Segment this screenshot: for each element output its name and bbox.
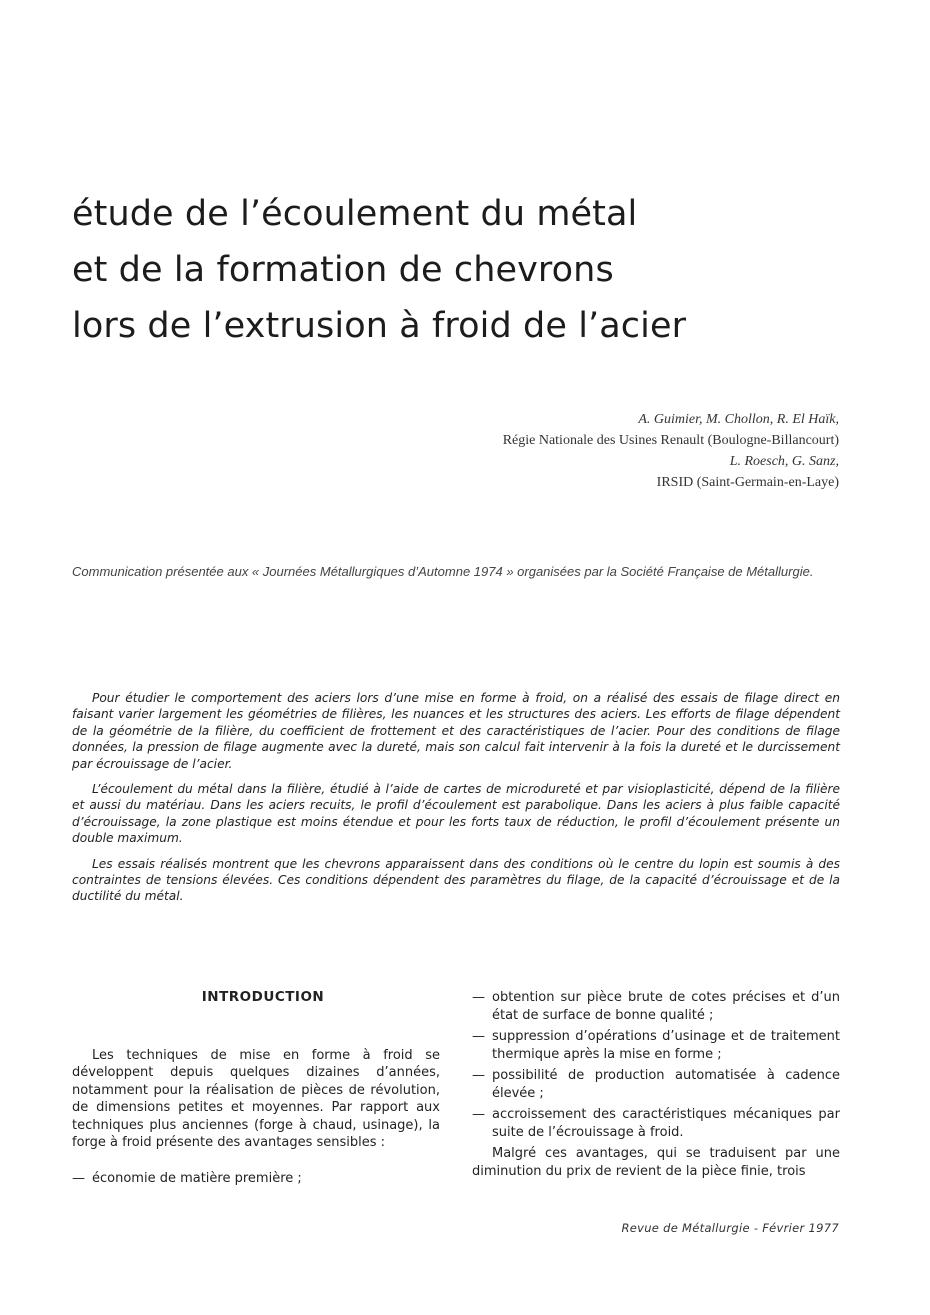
title-line: et de la formation de chevrons [72,250,614,290]
author-names: L. Roesch, G. Sanz, [729,454,839,469]
dash-bullet: — [472,1068,485,1083]
abstract-paragraph: Pour étudier le comportement des aciers lors d’une mise en forme à froid, on a réalisé des essais de filage direct en faisant varier largement les géométries de filières, les nuances et les structures des aciers. Les efforts de filage dépendent de la géométrie de la filière, du coefficient de frottement et des caractéristiques de l’acier. Pour des conditions de filage données, la pression de filage augmente avec la dureté, mais son calcul fait intervenir à la fois la dureté et le durcissement par écrouissage de l’acier. [72,691,840,771]
right-column [472,989,840,1180]
article-title [72,186,852,354]
title-line: étude de l’écoulement du métal [72,194,638,234]
body-paragraph: Malgré ces avantages, qui se traduisent par une diminution du prix de revient de la pièce finie, trois [472,1146,840,1179]
list-item [472,1067,840,1102]
dash-bullet: — [472,1029,485,1044]
journal-footer: Revue de Métallurgie - Février 1977 [621,1221,839,1235]
author-block [319,409,839,493]
list-item [472,1028,840,1063]
dash-bullet: — [472,1107,485,1122]
list-item [72,1170,440,1188]
author-affiliation: IRSID (Saint-Germain-en-Laye) [656,475,839,490]
section-heading: INTRODUCTION [201,989,325,1005]
communication-note: Communication présentée aux « Journées Métallurgiques d’Automne 1974 » organisées par la Société Française de Métallurgie. [72,564,814,579]
body-paragraph: Les techniques de mise en forme à froid se développent depuis quelques dizaines d’années, notamment pour la réalisation de pièces de révolution, de dimensions petites et moyennes. Par rapport aux techniques plus anciennes (forge à chaud, usinage), la forge à froid présente des avantages sensibles : [72,1047,440,1150]
list-item [472,1106,840,1141]
title-line: lors de l’extrusion à froid de l’acier [72,306,687,346]
author-names: A. Guimier, M. Chollon, R. El Haïk, [638,412,839,427]
dash-bullet: — [72,1170,85,1186]
abstract [72,690,840,914]
dash-bullet: — [472,990,485,1005]
list-item [472,989,840,1024]
left-column [72,989,440,1187]
list-item-text: suppression d’opérations d’usinage et de traitement thermique après la mise en forme ; [492,1029,840,1062]
list-item-text: accroissement des caractéristiques mécaniques par suite de l’écrouissage à froid. [492,1107,840,1140]
author-group [319,451,839,493]
author-group [319,409,839,451]
list-item-text: possibilité de production automatisée à cadence élevée ; [492,1068,840,1101]
list-item-text: obtention sur pièce brute de cotes précises et d’un état de surface de bonne qualité ; [492,990,840,1023]
abstract-paragraph: L’écoulement du métal dans la filière, étudié à l’aide de cartes de microdureté et par visioplasticité, dépend de la filière et aussi du matériau. Dans les aciers recuits, le profil d’écoulement est parabolique. Dans les aciers à plus faible capacité d’écrouissage, la zone plastique est moins étendue et pour les forts taux de réduction, le profil d’écoulement présente un double maximum. [72,782,840,846]
author-affiliation: Régie Nationale des Usines Renault (Boulogne-Billancourt) [502,433,839,448]
abstract-paragraph: Les essais réalisés montrent que les chevrons apparaissent dans des conditions où le centre du lopin est soumis à des contraintes de tensions élevées. Ces conditions dépendent des paramètres du filage, de la capacité d’écrouissage et de la ductilité du métal. [72,856,840,904]
list-item-text: économie de matière première ; [92,1170,302,1186]
